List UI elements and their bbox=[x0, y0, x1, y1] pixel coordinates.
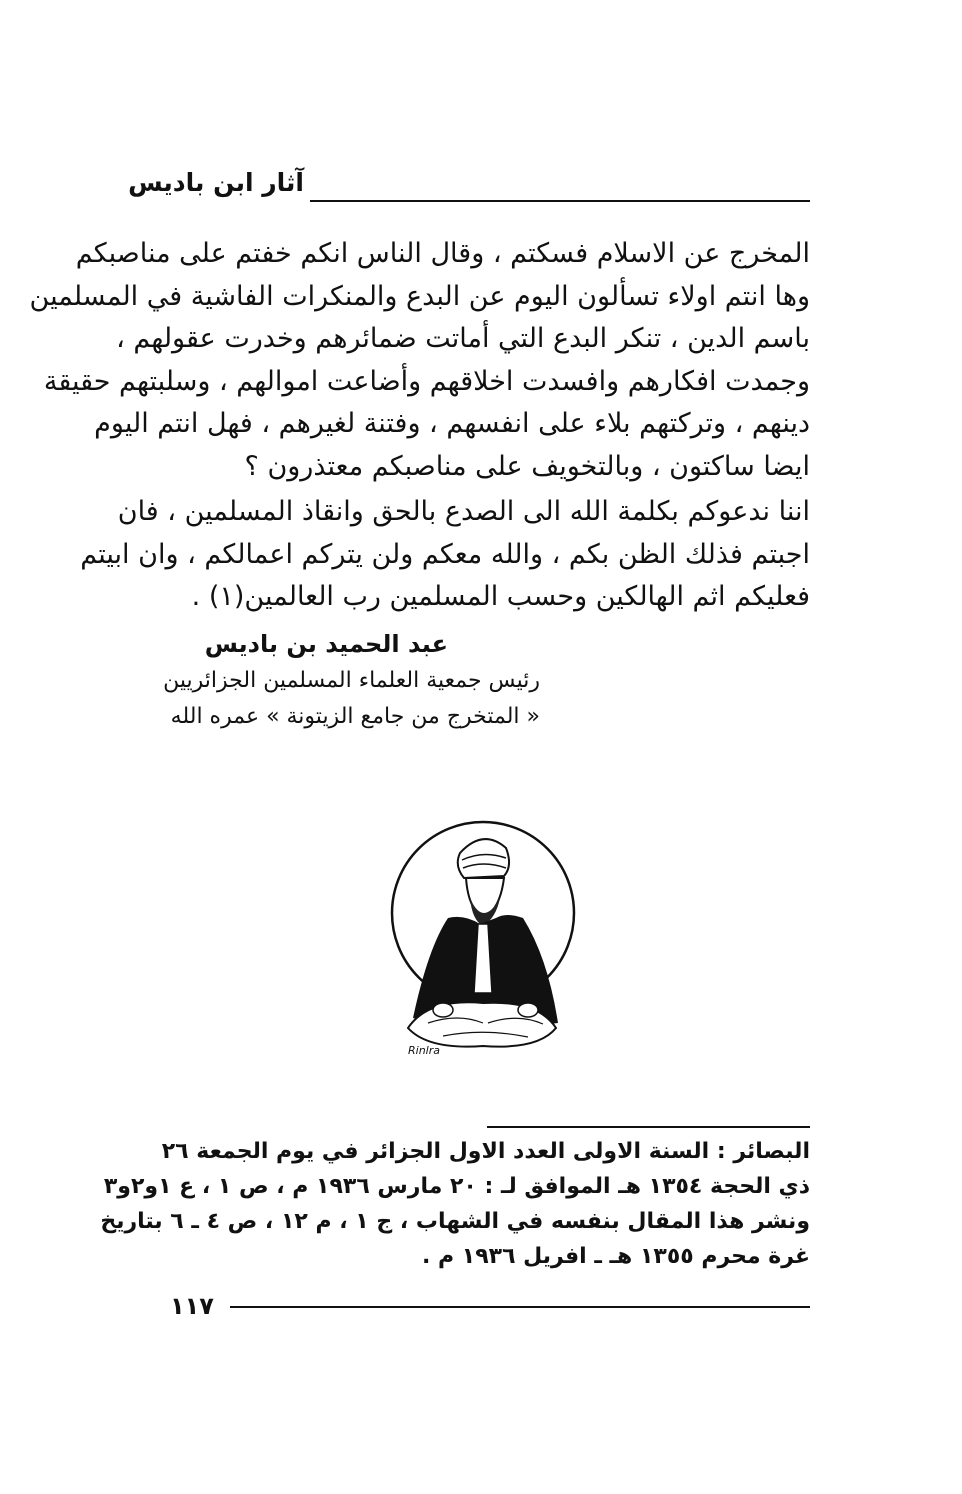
footnote-line: البصائر : السنة الاولى العدد الاول الجزائر في يوم الجمعة ٢٦ bbox=[161, 1139, 810, 1164]
paragraph-line: المخرج عن الاسلام فسكتم ، وقال الناس انكم خفتم على مناصبكم bbox=[75, 238, 810, 269]
footnote-line: غرة محرم ١٣٥٥ هـ ـ افريل ١٩٣٦ م . bbox=[421, 1244, 810, 1269]
footnote-line: ونشر هذا المقال بنفسه في الشهاب ، ج ١ ، م ١٢ ، ص ٤ ـ ٦ بتاريخ bbox=[100, 1209, 810, 1234]
paragraph-line: اجبتم فذلك الظن بكم ، والله معكم ولن يتركم اعمالكم ، وان ابيتم bbox=[80, 538, 810, 570]
paragraph-2 bbox=[80, 491, 810, 619]
paragraph-line: باسم الدين ، تنكر البدع التي أماتت ضمائرهم وخدرت عقولهم ، bbox=[116, 323, 810, 354]
footnote-line: ذي الحجة ١٣٥٤ هـ الموافق لـ : ٢٠ مارس ١٩٣٦ م ، ص ١ ، ع ١و٢و٣ bbox=[103, 1174, 810, 1199]
footnote-rule bbox=[487, 1126, 810, 1128]
signature-subtitle: « المتخرج من جامع الزيتونة » عمره الله bbox=[170, 704, 540, 729]
paragraph-1 bbox=[29, 233, 810, 488]
signature-title: رئيس جمعية العلماء المسلمين الجزائريين bbox=[163, 668, 540, 693]
signature-name: عبد الحميد بن باديس bbox=[204, 630, 448, 658]
paragraph-line: دينهم ، وتركتهم بلاء على انفسهم ، وفتنة لغيرهم ، فهل انتم اليوم bbox=[94, 408, 810, 439]
footer-rule bbox=[230, 1306, 810, 1308]
paragraph-line: ايضا ساكتون ، وبالتخويف على مناصبكم معتذرون ؟ bbox=[244, 450, 810, 482]
paragraph-line: اننا ندعوكم بكلمة الله الى الصدع بالحق وانقاذ المسلمين ، فان bbox=[117, 496, 810, 527]
paragraph-line: وجمدت افكارهم وافسدت اخلاقهم وأضاعت اموالهم ، وسلبتهم حقيقة bbox=[43, 365, 810, 397]
footnote bbox=[100, 1134, 810, 1274]
artist-signature: Rinlra bbox=[408, 1044, 440, 1057]
paragraph-line: فعليكم اثم الهالكين وحسب المسلمين رب العالمين(١) . bbox=[191, 581, 810, 612]
paragraph-line: وها انتم اولاء تسألون اليوم عن البدع والمنكرات الفاشية في المسلمين bbox=[29, 280, 810, 312]
page-number: ١١٧ bbox=[170, 1292, 214, 1320]
scholar-portrait-illustration bbox=[388, 818, 578, 1058]
running-header-title: آثار ابن باديس bbox=[128, 168, 304, 197]
header-rule bbox=[310, 200, 810, 202]
